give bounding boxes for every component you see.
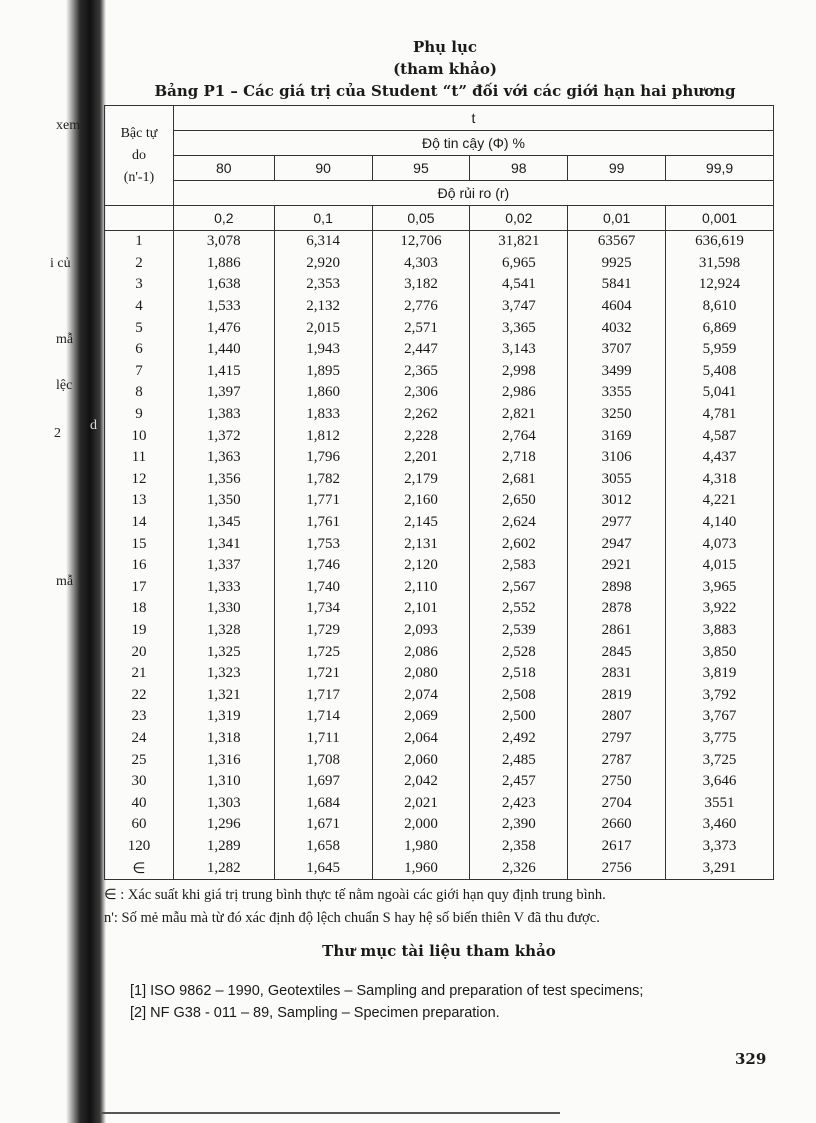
value-cell: 3250 [568, 404, 666, 426]
table-row [105, 296, 774, 318]
value-cell: 1,734 [274, 598, 372, 620]
value-cell: 2,074 [372, 684, 470, 706]
df-cell: 14 [105, 512, 174, 534]
risk-value: 0,2 [173, 206, 274, 231]
value-cell: 31,598 [666, 253, 774, 275]
value-cell: 3,883 [666, 620, 774, 642]
value-cell: 2,920 [274, 253, 372, 275]
value-cell: 1,753 [274, 533, 372, 555]
value-cell: 31,821 [470, 231, 568, 253]
value-cell: 2,358 [470, 836, 568, 858]
value-cell: 1,833 [274, 404, 372, 426]
value-cell: 3,078 [173, 231, 274, 253]
value-cell: 5841 [568, 274, 666, 296]
value-cell: 1,717 [274, 684, 372, 706]
table-row [105, 339, 774, 361]
value-cell: 1,383 [173, 404, 274, 426]
value-cell: 1,740 [274, 577, 372, 599]
value-cell: 2,064 [372, 728, 470, 750]
df-cell: 4 [105, 296, 174, 318]
value-cell: 2,583 [470, 555, 568, 577]
value-cell: 3,792 [666, 684, 774, 706]
value-cell: 2,539 [470, 620, 568, 642]
df-cell: 19 [105, 620, 174, 642]
value-cell: 3,373 [666, 836, 774, 858]
risk-row [105, 206, 774, 231]
value-cell: 1,476 [173, 317, 274, 339]
margin-fragment: lệc [56, 378, 73, 393]
value-cell: 3,365 [470, 317, 568, 339]
value-cell: 2,326 [470, 857, 568, 879]
value-cell: 4,221 [666, 490, 774, 512]
value-cell: 2921 [568, 555, 666, 577]
value-cell: 2704 [568, 792, 666, 814]
table-row [105, 490, 774, 512]
value-cell: 2,528 [470, 641, 568, 663]
df-cell: 120 [105, 836, 174, 858]
value-cell: 3,747 [470, 296, 568, 318]
value-cell: 1,363 [173, 447, 274, 469]
value-cell: 12,924 [666, 274, 774, 296]
margin-fragment: d [90, 418, 97, 433]
value-cell: 2861 [568, 620, 666, 642]
df-cell: 40 [105, 792, 174, 814]
book-spine-shadow [66, 0, 106, 1123]
value-cell: 2,306 [372, 382, 470, 404]
value-cell: 1,372 [173, 425, 274, 447]
value-cell: 1,671 [274, 814, 372, 836]
value-cell: 2,986 [470, 382, 568, 404]
value-cell: 2,353 [274, 274, 372, 296]
value-cell: 2947 [568, 533, 666, 555]
df-cell: 10 [105, 425, 174, 447]
value-cell: 4,073 [666, 533, 774, 555]
value-cell: 2,821 [470, 404, 568, 426]
table-row [105, 598, 774, 620]
value-cell: 1,943 [274, 339, 372, 361]
confidence-value: 95 [372, 156, 470, 181]
df-cell: 7 [105, 361, 174, 383]
value-cell: 1,303 [173, 792, 274, 814]
value-cell: 3499 [568, 361, 666, 383]
value-cell: 2,262 [372, 404, 470, 426]
table-caption: Bảng P1 – Các giá trị của Student “t” đối với các giới hạn hai phương [154, 82, 736, 100]
value-cell: 2,508 [470, 684, 568, 706]
value-cell: 1,316 [173, 749, 274, 771]
value-cell: 2,093 [372, 620, 470, 642]
risk-value: 0,1 [274, 206, 372, 231]
value-cell: 4,318 [666, 469, 774, 491]
df-cell: 20 [105, 641, 174, 663]
value-cell: 2,624 [470, 512, 568, 534]
value-cell: 1,323 [173, 663, 274, 685]
value-cell: 1,697 [274, 771, 372, 793]
appendix-subtitle: (tham khảo) [393, 60, 497, 78]
df-cell: 12 [105, 469, 174, 491]
table-row [105, 663, 774, 685]
value-cell: 4,781 [666, 404, 774, 426]
margin-fragment: 2 [54, 426, 61, 441]
value-cell: 1,771 [274, 490, 372, 512]
table-row [105, 814, 774, 836]
df-cell: 8 [105, 382, 174, 404]
table-row [105, 620, 774, 642]
value-cell: 2,042 [372, 771, 470, 793]
value-cell: 3,182 [372, 274, 470, 296]
table-row [105, 231, 774, 253]
value-cell: 1,725 [274, 641, 372, 663]
value-cell: 1,296 [173, 814, 274, 836]
value-cell: 1,860 [274, 382, 372, 404]
value-cell: 2,998 [470, 361, 568, 383]
value-cell: 1,684 [274, 792, 372, 814]
value-cell: 63567 [568, 231, 666, 253]
value-cell: 1,325 [173, 641, 274, 663]
value-cell: 4,437 [666, 447, 774, 469]
value-cell: 2,390 [470, 814, 568, 836]
value-cell: 3169 [568, 425, 666, 447]
value-cell: 1,330 [173, 598, 274, 620]
table-row [105, 382, 774, 404]
df-cell: 24 [105, 728, 174, 750]
table-row [105, 577, 774, 599]
value-cell: 3,922 [666, 598, 774, 620]
value-cell: 1,638 [173, 274, 274, 296]
table-row [105, 749, 774, 771]
value-cell: 1,350 [173, 490, 274, 512]
risk-value: 0,01 [568, 206, 666, 231]
value-cell: 2,776 [372, 296, 470, 318]
df-cell: 60 [105, 814, 174, 836]
value-cell: 4,303 [372, 253, 470, 275]
table-row [105, 447, 774, 469]
value-cell: 1,980 [372, 836, 470, 858]
df-cell: 2 [105, 253, 174, 275]
value-cell: 3,725 [666, 749, 774, 771]
df-cell: 17 [105, 577, 174, 599]
df-cell: 23 [105, 706, 174, 728]
value-cell: 3,143 [470, 339, 568, 361]
references-title: Thư mục tài liệu tham khảo [322, 942, 556, 960]
value-cell: 2660 [568, 814, 666, 836]
value-cell: 2831 [568, 663, 666, 685]
value-cell: 2,179 [372, 469, 470, 491]
value-cell: 1,645 [274, 857, 372, 879]
df-cell: 21 [105, 663, 174, 685]
value-cell: 2,681 [470, 469, 568, 491]
table-row [105, 512, 774, 534]
value-cell: 2845 [568, 641, 666, 663]
table-row [105, 771, 774, 793]
value-cell: 1,289 [173, 836, 274, 858]
df-cell: 1 [105, 231, 174, 253]
value-cell: 3,819 [666, 663, 774, 685]
value-cell: 1,895 [274, 361, 372, 383]
blank-cell [105, 206, 174, 231]
value-cell: 4,587 [666, 425, 774, 447]
value-cell: 12,706 [372, 231, 470, 253]
value-cell: 2,021 [372, 792, 470, 814]
value-cell: 2977 [568, 512, 666, 534]
value-cell: 1,415 [173, 361, 274, 383]
value-cell: 2,015 [274, 317, 372, 339]
value-cell: 6,965 [470, 253, 568, 275]
value-cell: 1,796 [274, 447, 372, 469]
confidence-value: 80 [173, 156, 274, 181]
df-cell: 9 [105, 404, 174, 426]
value-cell: 2,365 [372, 361, 470, 383]
value-cell: 4,015 [666, 555, 774, 577]
df-cell: 3 [105, 274, 174, 296]
risk-label: Độ rủi ro (r) [173, 181, 773, 206]
value-cell: 1,711 [274, 728, 372, 750]
table-row [105, 317, 774, 339]
value-cell: 1,658 [274, 836, 372, 858]
value-cell: 3,291 [666, 857, 774, 879]
value-cell: 1,318 [173, 728, 274, 750]
value-cell: 1,337 [173, 555, 274, 577]
value-cell: 2,718 [470, 447, 568, 469]
value-cell: 5,959 [666, 339, 774, 361]
value-cell: 2,160 [372, 490, 470, 512]
value-cell: 2,552 [470, 598, 568, 620]
df-cell: 15 [105, 533, 174, 555]
value-cell: 2,201 [372, 447, 470, 469]
value-cell: 1,812 [274, 425, 372, 447]
value-cell: 636,619 [666, 231, 774, 253]
df-cell: 22 [105, 684, 174, 706]
value-cell: 3,646 [666, 771, 774, 793]
df-cell: 13 [105, 490, 174, 512]
df-cell: 16 [105, 555, 174, 577]
bottom-rule [100, 1112, 560, 1114]
student-t-table [104, 105, 774, 880]
value-cell: 2797 [568, 728, 666, 750]
value-cell: 1,721 [274, 663, 372, 685]
value-cell: 1,333 [173, 577, 274, 599]
table-row [105, 404, 774, 426]
value-cell: 2787 [568, 749, 666, 771]
appendix-title: Phụ lục [412, 38, 478, 56]
note-n: n': Số mẻ mẫu mà từ đó xác định độ lệch chuẩn S hay hệ số biến thiên V đã thu được. [104, 910, 600, 926]
value-cell: 2,101 [372, 598, 470, 620]
value-cell: 2,602 [470, 533, 568, 555]
value-cell: 6,314 [274, 231, 372, 253]
value-cell: 2750 [568, 771, 666, 793]
margin-fragment: mẫ [56, 332, 74, 347]
value-cell: 3,850 [666, 641, 774, 663]
df-cell: 11 [105, 447, 174, 469]
value-cell: 6,869 [666, 317, 774, 339]
value-cell: 3707 [568, 339, 666, 361]
value-cell: 4604 [568, 296, 666, 318]
value-cell: 1,345 [173, 512, 274, 534]
df-cell: ∈ [105, 857, 174, 879]
table-notes [104, 884, 784, 930]
value-cell: 2617 [568, 836, 666, 858]
value-cell: 1,782 [274, 469, 372, 491]
value-cell: 2,650 [470, 490, 568, 512]
value-cell: 3355 [568, 382, 666, 404]
value-cell: 1,310 [173, 771, 274, 793]
value-cell: 3012 [568, 490, 666, 512]
risk-value: 0,02 [470, 206, 568, 231]
df-cell: 18 [105, 598, 174, 620]
page-number: 329 [735, 1050, 767, 1068]
table-row [105, 555, 774, 577]
value-cell: 3106 [568, 447, 666, 469]
value-cell: 1,729 [274, 620, 372, 642]
reference-item: [2] NF G38 - 011 – 89, Sampling – Specimen preparation. [130, 1005, 500, 1021]
value-cell: 1,328 [173, 620, 274, 642]
value-cell: 1,341 [173, 533, 274, 555]
t-header: t [173, 106, 773, 131]
value-cell: 2,492 [470, 728, 568, 750]
value-cell: 3551 [666, 792, 774, 814]
value-cell: 1,282 [173, 857, 274, 879]
df-cell: 6 [105, 339, 174, 361]
value-cell: 1,319 [173, 706, 274, 728]
table-row [105, 533, 774, 555]
value-cell: 4,541 [470, 274, 568, 296]
value-cell: 2,567 [470, 577, 568, 599]
value-cell: 5,041 [666, 382, 774, 404]
table-row [105, 857, 774, 879]
value-cell: 2,000 [372, 814, 470, 836]
value-cell: 2,060 [372, 749, 470, 771]
value-cell: 3,767 [666, 706, 774, 728]
value-cell: 2,080 [372, 663, 470, 685]
margin-fragment: xem [56, 118, 81, 133]
value-cell: 9925 [568, 253, 666, 275]
table-row [105, 469, 774, 491]
table-row [105, 836, 774, 858]
confidence-label: Độ tin cậy (Φ) % [173, 131, 773, 156]
value-cell: 2,069 [372, 706, 470, 728]
value-cell: 2,423 [470, 792, 568, 814]
value-cell: 2,518 [470, 663, 568, 685]
value-cell: 2,571 [372, 317, 470, 339]
table-row [105, 361, 774, 383]
references-list [130, 980, 790, 1024]
value-cell: 8,610 [666, 296, 774, 318]
value-cell: 1,960 [372, 857, 470, 879]
value-cell: 2,132 [274, 296, 372, 318]
value-cell: 4,140 [666, 512, 774, 534]
table-row [105, 274, 774, 296]
value-cell: 1,440 [173, 339, 274, 361]
value-cell: 2807 [568, 706, 666, 728]
confidence-value: 99 [568, 156, 666, 181]
value-cell: 2,457 [470, 771, 568, 793]
confidence-row [105, 156, 774, 181]
value-cell: 4032 [568, 317, 666, 339]
value-cell: 2,485 [470, 749, 568, 771]
margin-fragment: mẫ [56, 574, 74, 589]
value-cell: 2,145 [372, 512, 470, 534]
value-cell: 1,708 [274, 749, 372, 771]
value-cell: 3,775 [666, 728, 774, 750]
value-cell: 1,356 [173, 469, 274, 491]
margin-fragment: i củ [50, 256, 71, 271]
df-cell: 25 [105, 749, 174, 771]
value-cell: 2,447 [372, 339, 470, 361]
value-cell: 1,533 [173, 296, 274, 318]
value-cell: 1,321 [173, 684, 274, 706]
confidence-value: 98 [470, 156, 568, 181]
value-cell: 3055 [568, 469, 666, 491]
table-row [105, 253, 774, 275]
confidence-value: 90 [274, 156, 372, 181]
degrees-of-freedom-header: Bậc tự do (n'-1) [105, 106, 174, 206]
value-cell: 5,408 [666, 361, 774, 383]
value-cell: 1,886 [173, 253, 274, 275]
value-cell: 1,746 [274, 555, 372, 577]
df-cell: 30 [105, 771, 174, 793]
value-cell: 1,714 [274, 706, 372, 728]
value-cell: 2878 [568, 598, 666, 620]
value-cell: 2,120 [372, 555, 470, 577]
value-cell: 1,397 [173, 382, 274, 404]
table-row [105, 792, 774, 814]
confidence-value: 99,9 [666, 156, 774, 181]
value-cell: 2819 [568, 684, 666, 706]
risk-value: 0,001 [666, 206, 774, 231]
value-cell: 2,500 [470, 706, 568, 728]
table-row [105, 641, 774, 663]
value-cell: 2,764 [470, 425, 568, 447]
value-cell: 2,110 [372, 577, 470, 599]
table-row [105, 728, 774, 750]
value-cell: 3,965 [666, 577, 774, 599]
value-cell: 2898 [568, 577, 666, 599]
note-epsilon: ∈ : Xác suất khi giá trị trung bình thực tế nằm ngoài các giới hạn quy định trung bình. [104, 887, 606, 903]
table-row [105, 706, 774, 728]
table-row [105, 425, 774, 447]
value-cell: 2,086 [372, 641, 470, 663]
value-cell: 1,761 [274, 512, 372, 534]
risk-value: 0,05 [372, 206, 470, 231]
value-cell: 2,131 [372, 533, 470, 555]
value-cell: 2756 [568, 857, 666, 879]
value-cell: 2,228 [372, 425, 470, 447]
df-cell: 5 [105, 317, 174, 339]
table-row [105, 684, 774, 706]
value-cell: 3,460 [666, 814, 774, 836]
reference-item: [1] ISO 9862 – 1990, Geotextiles – Sampling and preparation of test specimens; [130, 983, 644, 999]
